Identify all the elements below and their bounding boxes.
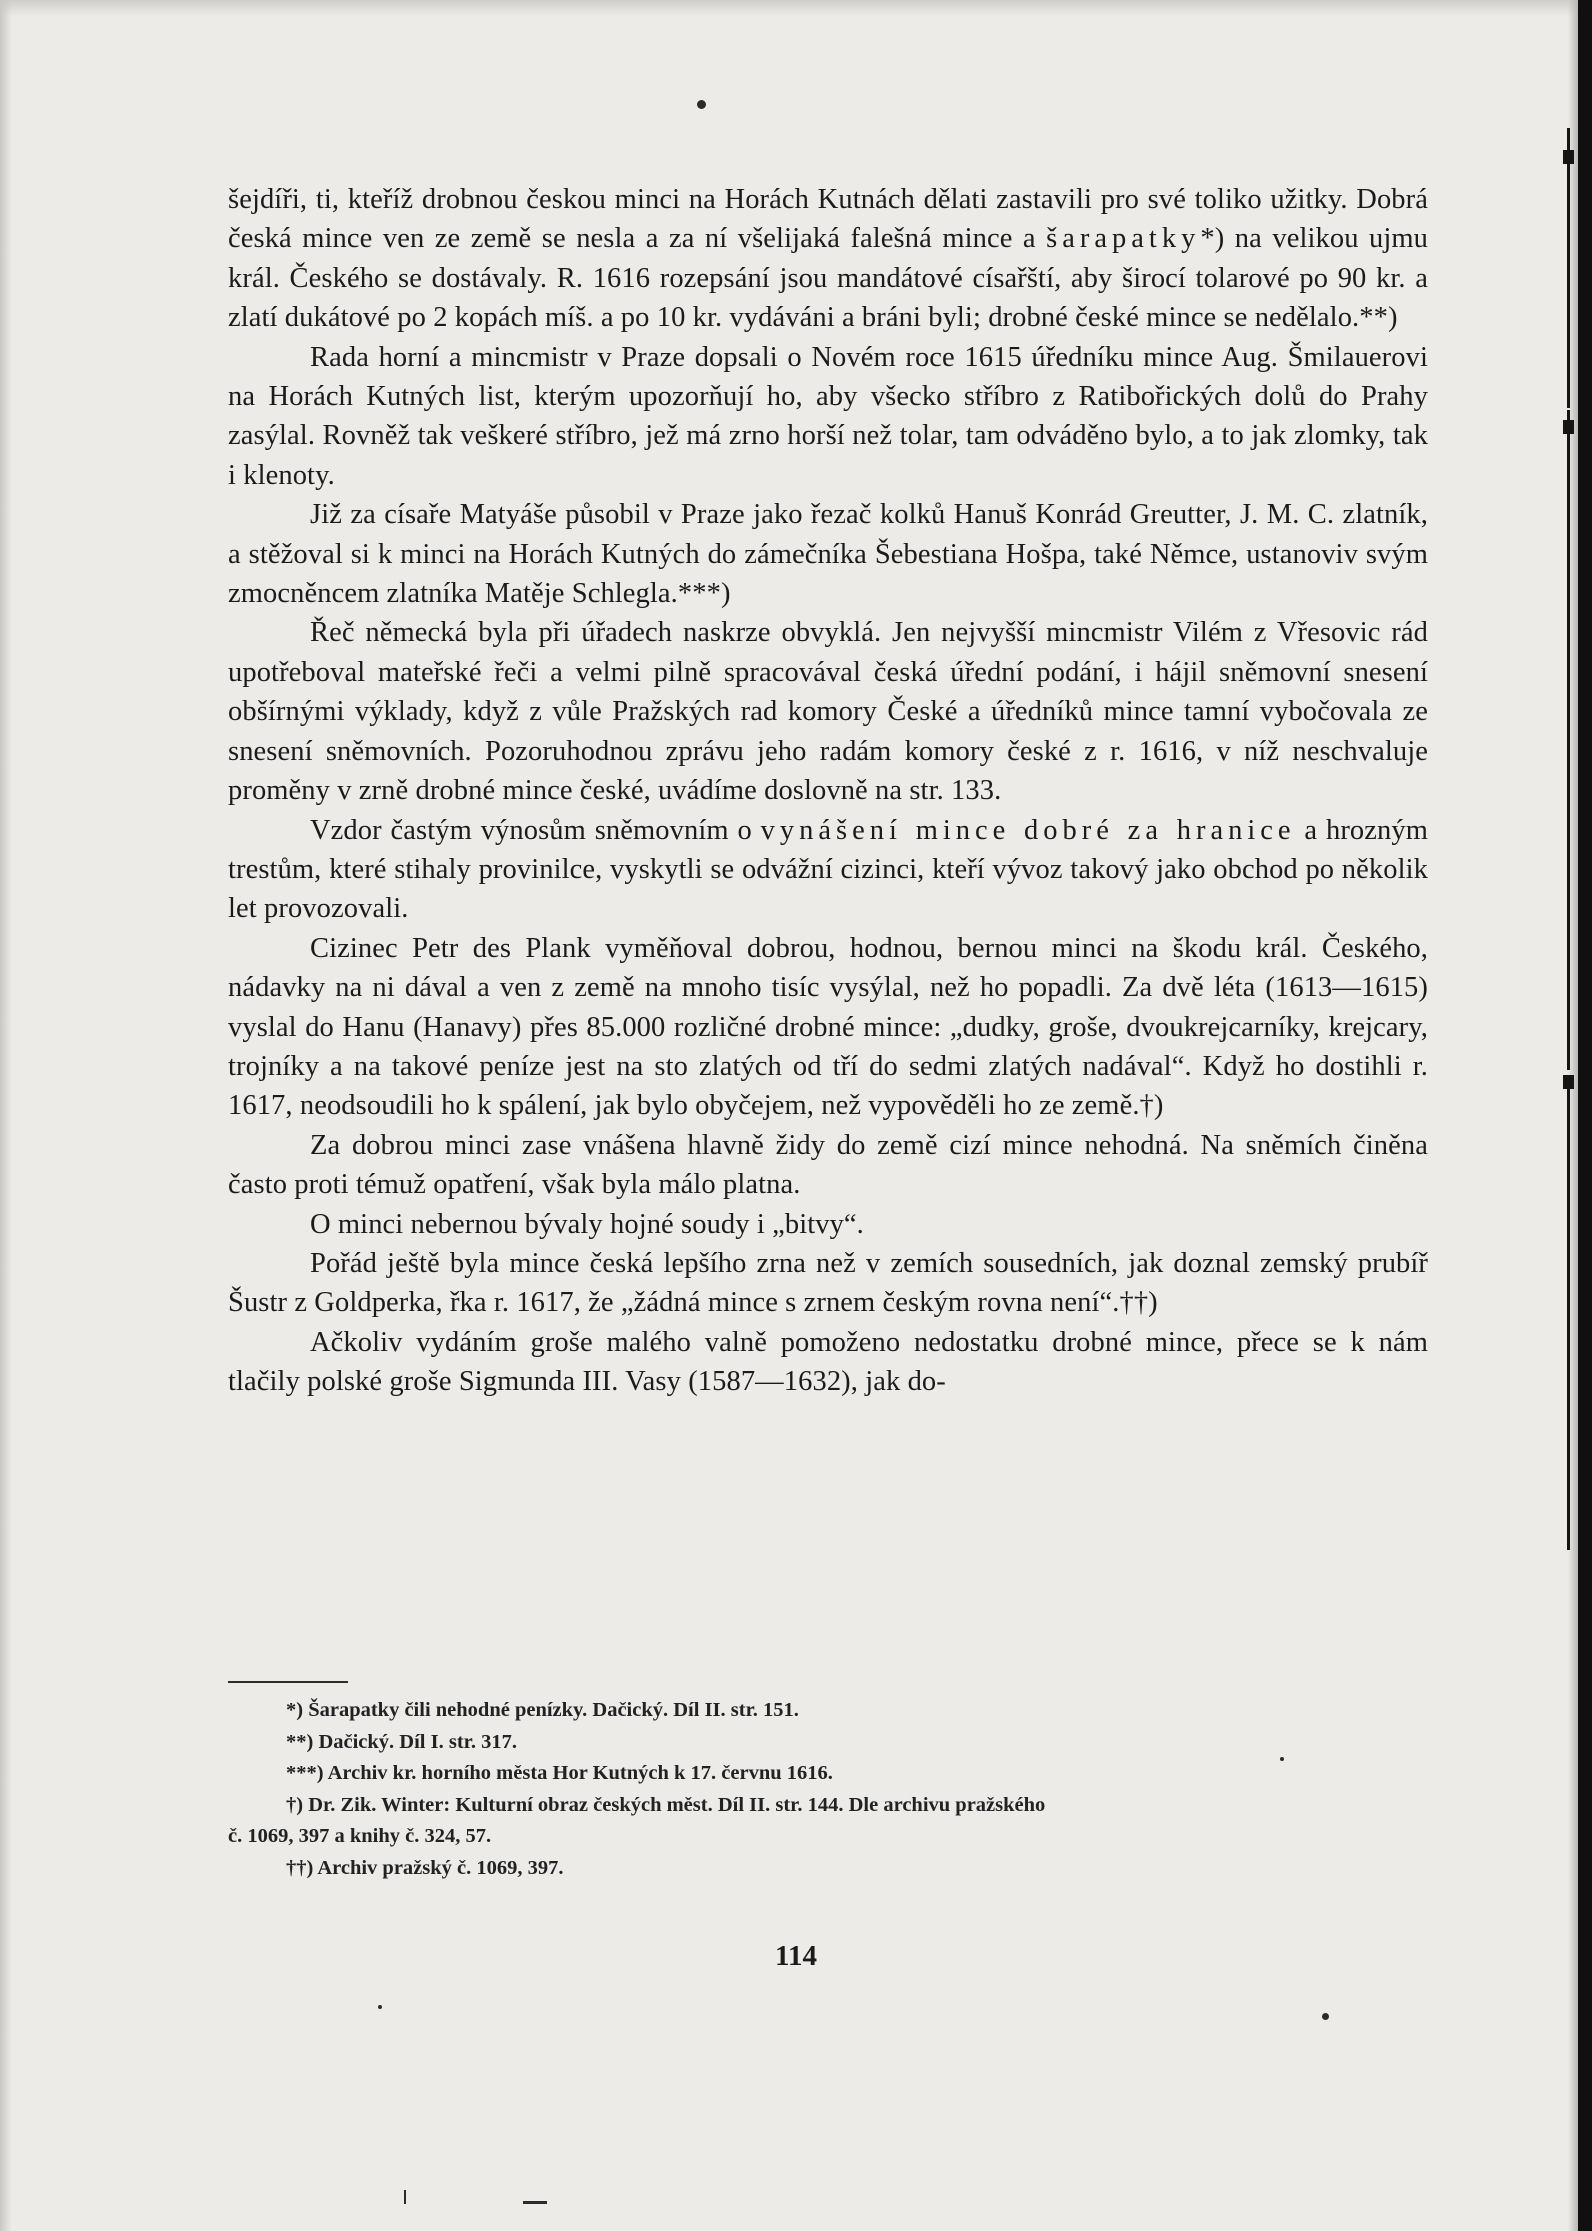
footnote-line: ††) Archiv pražský č. 1069, 397. bbox=[286, 1856, 564, 1879]
paragraph-text: Pořád ještě byla mince česká lepšího zrna než v zemích sousedních, jak doznal zemský prubíř Šustr z Goldperka, řka r. 1617, že „žádná mince s zrnem českým rovna není“.††) bbox=[228, 1247, 1428, 1319]
paragraph-text: Za dobrou minci zase vnášena hlavně židy do země cizí mince nehodná. Na sněmích činěna často proti témuž opatření, však byla málo platna. bbox=[228, 1129, 1428, 1201]
paragraph-3 bbox=[228, 495, 1428, 613]
footnote-line: **) Dačický. Díl I. str. 317. bbox=[286, 1730, 517, 1753]
paragraph-5 bbox=[228, 811, 1428, 929]
ink-speck bbox=[1322, 2013, 1329, 2020]
ink-speck bbox=[697, 100, 706, 109]
paragraph-4 bbox=[228, 613, 1428, 810]
paragraph-text: a hrozným trestům, které stihaly provinilce, vyskytli se odvážní cizinci, kteří vývoz takový jako obchod po několik let provozovali. bbox=[228, 814, 1428, 925]
paragraph-text: Řeč německá byla při úřadech naskrze obvyklá. Jen nejvyšší mincmistr Vilém z Vřesovic rád upotřeboval mateřské řeči a velmi pilně spracovával česká úřední podání, i hájil sněmovní snesení obšírnými výklady, když z vůle Pražských rad komory České a úředníků mince tamní vybočovala ze snesení sněmovních. Pozoruhodnou zprávu jeho radám komory české z r. 1616, v níž neschvaluje proměny v zrně drobné mince české, uvádíme doslovně na str. 133. bbox=[228, 617, 1428, 807]
paragraph-8 bbox=[228, 1205, 1428, 1244]
ink-speck bbox=[378, 2005, 382, 2009]
paragraph-text: O minci nebernou bývaly hojné soudy i „bitvy“. bbox=[310, 1208, 864, 1240]
paragraph-text: šejdíři, ti, kteříž drobnou českou minci na Horách Kutnách dělati zastavili pro své toliko užitky. Dobrá česká mince ven ze země se nesla a za ní všelijaká falešná mince a bbox=[228, 184, 1428, 255]
paragraph-text: Vzdor častým výnosům sněmovním o bbox=[310, 814, 761, 846]
paragraph-text: *) na velikou ujmu král. Českého se dostávaly. R. 1616 rozepsání jsou mandátové císařští, aby širocí tolarové po 90 kr. a zlatí dukátové po 2 kopách míš. a po 10 kr. vydáváni a bráni byli; drobné české mince se nedělalo.**) bbox=[228, 223, 1428, 334]
paragraph-text: Ačkoliv vydáním groše malého valně pomoženo nedostatku drobné mince, přece se k nám tlačily polské groše Sigmunda III. Vasy (1587—1632), jak do- bbox=[228, 1326, 1428, 1398]
scan-edge-top bbox=[0, 0, 1592, 16]
binding-mark bbox=[1567, 1080, 1570, 1550]
paragraph-7 bbox=[228, 1126, 1428, 1205]
paragraph-text: Již za císaře Matyáše působil v Praze jako řezač kolků Hanuš Konrád Greutter, J. M. C. zlatník, a stěžoval si k minci na Horách Kutných do zámečníka Šebestiana Hošpa, také Němce, ustanoviv svým zmocněncem zlatníka Matěje Schlegla.***) bbox=[228, 499, 1428, 610]
footnote-line: †) Dr. Zik. Winter: Kulturní obraz českých měst. Díl II. str. 144. Dle archivu pražského bbox=[286, 1793, 1046, 1816]
ink-mark bbox=[523, 2201, 547, 2204]
page-number: 114 bbox=[775, 1940, 817, 1972]
scan-edge-left bbox=[0, 0, 12, 2231]
footnote-line: *) Šarapatky čili nehodné penízky. Dačický. Díl II. str. 151. bbox=[286, 1699, 799, 1721]
binding-notch bbox=[1563, 420, 1574, 434]
paragraph-9 bbox=[228, 1244, 1428, 1323]
spaced-emphasis-text: šarapatky bbox=[1046, 223, 1201, 255]
binding-mark bbox=[1567, 410, 1570, 1070]
paragraph-10 bbox=[228, 1323, 1428, 1402]
paragraph-1 bbox=[228, 180, 1428, 338]
spaced-emphasis-text: vynášení mince dobré za hranice bbox=[760, 814, 1296, 846]
body-text bbox=[228, 180, 1428, 1402]
binding-mark bbox=[1567, 128, 1570, 408]
binding-notch bbox=[1563, 1075, 1574, 1089]
paragraph-text: Cizinec Petr des Plank vyměňoval dobrou, hodnou, bernou minci na škodu král. Českého, nádavky na ni dával a ven z země na mnoho tisíc vysýlal, než ho popadli. Za dvě léta (1613—1615) vyslal do Hanu (Hanavy) přes 85.000 rozličné drobné mince: „dudky, groše, dvoukrejcarníky, krejcary, trojníky a na takové peníze jest na sto zlatých od tří do sedmi zlatých nadával“. Když ho dostihli r. 1617, neodsoudili ho k spálení, jak bylo obyčejem, než vypověděli ho ze země.†) bbox=[228, 932, 1428, 1122]
footnote-line: č. 1069, 397 a knihy č. 324, 57. bbox=[228, 1825, 492, 1847]
paragraph-2 bbox=[228, 338, 1428, 496]
paragraph-text: Rada horní a mincmistr v Praze dopsali o Novém roce 1615 úředníku mince Aug. Šmilauerovi na Horách Kutných list, kterým upozorňují ho, aby všecko stříbro z Ratibořických dolů do Prahy zasýlal. Rovněž tak veškeré stříbro, jež má zrno horší než tolar, tam odváděno bylo, a to jak zlomky, tak i klenoty. bbox=[228, 341, 1428, 491]
ink-mark bbox=[404, 2190, 406, 2204]
footnote-line: ***) Archiv kr. horního města Hor Kutných k 17. červnu 1616. bbox=[286, 1762, 833, 1784]
footnote-divider bbox=[228, 1681, 348, 1683]
binding-notch bbox=[1563, 150, 1574, 164]
footnotes bbox=[228, 1695, 1428, 1884]
paragraph-6 bbox=[228, 929, 1428, 1126]
scan-edge-right bbox=[1578, 0, 1592, 2231]
